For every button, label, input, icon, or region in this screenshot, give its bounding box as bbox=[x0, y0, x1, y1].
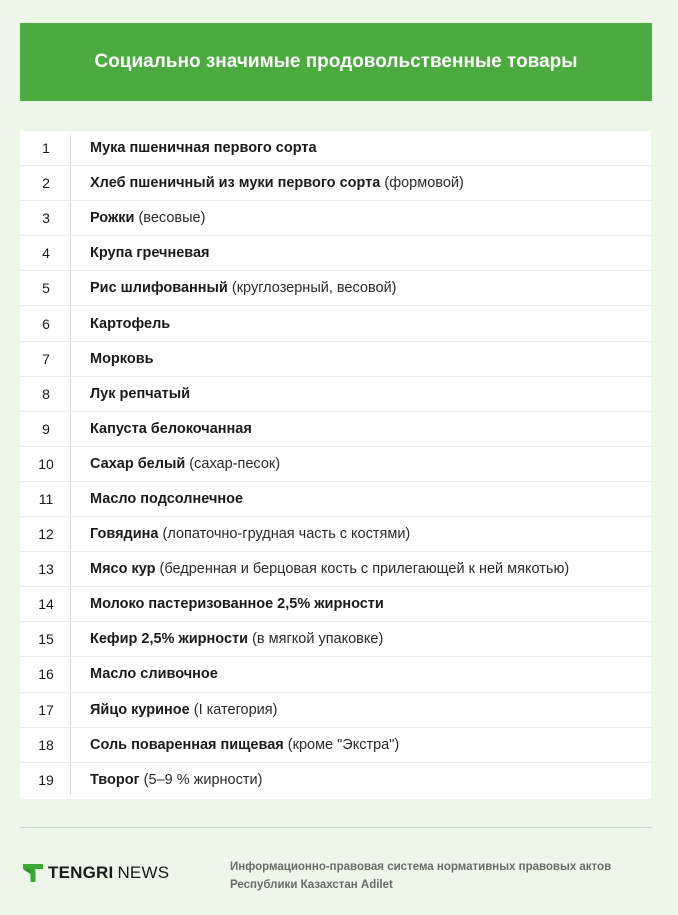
row-number: 19 bbox=[38, 772, 54, 789]
item-name: Рис шлифованный bbox=[90, 280, 228, 297]
item-name: Масло подсолнечное bbox=[90, 490, 244, 507]
page-title: Социально значимые продовольственные товары bbox=[94, 51, 578, 72]
item-note: (весовые) bbox=[138, 210, 206, 227]
table-row bbox=[20, 693, 651, 728]
row-text bbox=[72, 210, 205, 226]
source-note bbox=[230, 858, 650, 894]
row-number: 7 bbox=[42, 350, 50, 367]
table-row bbox=[20, 201, 651, 236]
logo-text-light: NEWS bbox=[117, 863, 170, 882]
row-text bbox=[72, 772, 262, 788]
row-number: 17 bbox=[38, 701, 54, 718]
item-name: Яйцо куриное bbox=[90, 701, 190, 718]
row-number: 2 bbox=[42, 175, 50, 192]
item-name: Рожки bbox=[90, 210, 135, 227]
table-row bbox=[20, 517, 651, 552]
table-row bbox=[20, 552, 651, 587]
row-number: 16 bbox=[38, 666, 54, 683]
row-number: 12 bbox=[38, 526, 54, 543]
row-text bbox=[72, 175, 464, 191]
item-name: Масло сливочное bbox=[90, 666, 218, 683]
table-row bbox=[20, 587, 651, 622]
logo-text-bold: TENGRI bbox=[48, 863, 114, 882]
row-number: 4 bbox=[42, 245, 50, 262]
table-row bbox=[20, 412, 651, 447]
table-row bbox=[20, 271, 651, 306]
row-text bbox=[72, 316, 170, 332]
item-name: Мясо кур bbox=[90, 561, 156, 578]
item-note: (кроме "Экстра") bbox=[287, 736, 400, 753]
item-name: Хлеб пшеничный из муки первого сорта bbox=[90, 175, 381, 192]
title-banner bbox=[20, 23, 652, 101]
row-number: 10 bbox=[38, 455, 54, 472]
table-body bbox=[20, 131, 651, 798]
row-number: 14 bbox=[38, 596, 54, 613]
row-number: 8 bbox=[42, 385, 50, 402]
item-name: Говядина bbox=[90, 526, 159, 543]
source-line-1: Информационно-правовая система нормативных правовых актов bbox=[230, 861, 612, 873]
table-row bbox=[20, 166, 651, 201]
row-number: 6 bbox=[42, 315, 50, 332]
item-name: Капуста белокочанная bbox=[90, 420, 252, 437]
row-text bbox=[72, 386, 190, 402]
row-number: 13 bbox=[38, 561, 54, 578]
row-text bbox=[72, 631, 383, 647]
row-text bbox=[72, 561, 569, 577]
item-name: Морковь bbox=[90, 350, 154, 367]
row-number: 5 bbox=[42, 280, 50, 297]
item-name: Мука пшеничная первого сорта bbox=[90, 140, 317, 157]
footer-divider bbox=[20, 827, 652, 828]
row-number: 9 bbox=[42, 420, 50, 437]
item-name: Молоко пастеризованное 2,5% жирности bbox=[90, 596, 384, 613]
table-row bbox=[20, 763, 651, 798]
item-note: (сахар-песок) bbox=[189, 455, 281, 472]
row-number: 11 bbox=[38, 490, 54, 507]
table-row bbox=[20, 657, 651, 692]
goods-table bbox=[20, 131, 651, 799]
source-line-2: Республики Казахстан Adilet bbox=[230, 879, 393, 891]
item-note: (бедренная и берцовая кость с прилегающей к ней мякотью) bbox=[159, 561, 570, 578]
item-note: (5–9 % жирности) bbox=[143, 772, 263, 789]
table-row bbox=[20, 447, 651, 482]
item-name: Кефир 2,5% жирности bbox=[90, 631, 249, 648]
item-note: (круглозерный, весовой) bbox=[231, 280, 397, 297]
item-name: Лук репчатый bbox=[90, 385, 191, 402]
row-text bbox=[72, 526, 410, 542]
item-note: (формовой) bbox=[384, 175, 464, 192]
row-text bbox=[72, 491, 243, 507]
row-text bbox=[72, 351, 154, 367]
item-note: (лопаточно-грудная часть с костями) bbox=[162, 526, 411, 543]
table-row bbox=[20, 131, 651, 166]
table-row bbox=[20, 377, 651, 412]
tengri-news-logo[interactable] bbox=[22, 862, 169, 884]
row-text bbox=[72, 596, 384, 612]
table-row bbox=[20, 728, 651, 763]
item-name: Сахар белый bbox=[90, 455, 186, 472]
row-text bbox=[72, 737, 399, 753]
row-text bbox=[72, 456, 280, 472]
row-text bbox=[72, 421, 252, 437]
table-row bbox=[20, 482, 651, 517]
row-number: 15 bbox=[38, 631, 54, 648]
row-text bbox=[72, 280, 397, 296]
item-name: Соль поваренная пищевая bbox=[90, 736, 284, 753]
table-row bbox=[20, 236, 651, 271]
table-row bbox=[20, 306, 651, 341]
row-number: 1 bbox=[42, 140, 50, 157]
row-text bbox=[72, 140, 317, 156]
table-row bbox=[20, 622, 651, 657]
item-name: Крупа гречневая bbox=[90, 245, 210, 262]
row-text bbox=[72, 666, 218, 682]
item-name: Картофель bbox=[90, 315, 171, 332]
table-row bbox=[20, 342, 651, 377]
tengri-logo-icon bbox=[22, 862, 44, 884]
row-text bbox=[72, 702, 277, 718]
item-name: Творог bbox=[90, 772, 140, 789]
row-number: 18 bbox=[38, 736, 54, 753]
item-note: (I категория) bbox=[193, 701, 278, 718]
row-text bbox=[72, 245, 210, 261]
row-number: 3 bbox=[42, 210, 50, 227]
item-note: (в мягкой упаковке) bbox=[252, 631, 384, 648]
